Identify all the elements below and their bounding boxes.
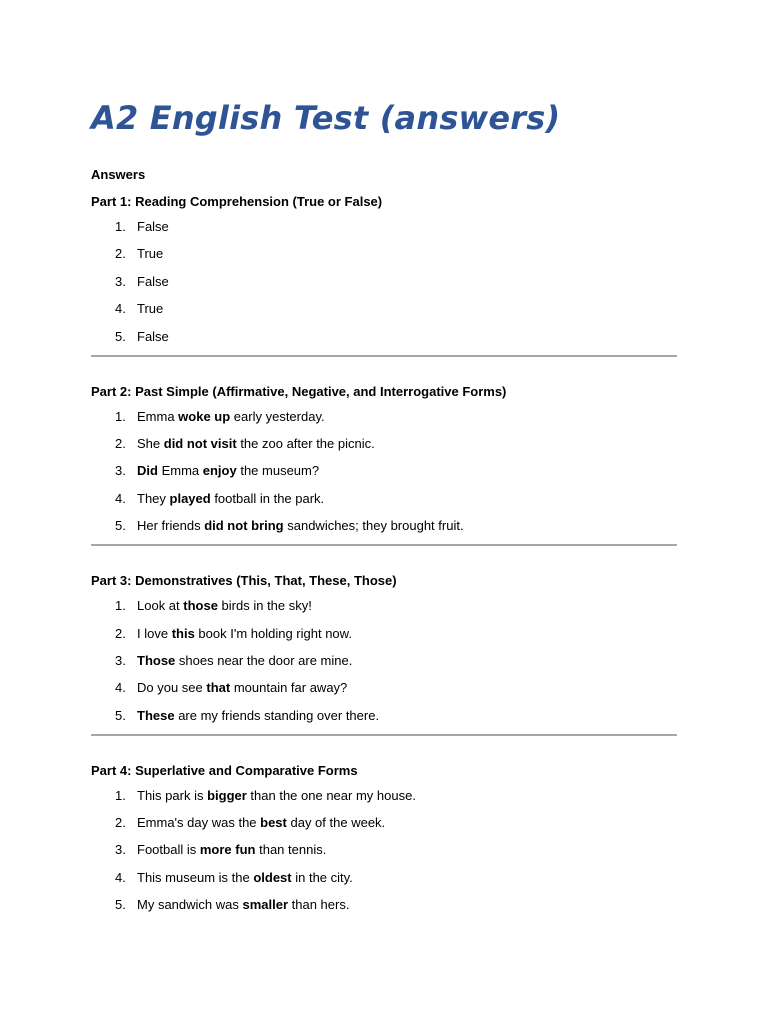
item-text — [137, 652, 352, 669]
list-item — [91, 517, 677, 534]
sentence-fragment: This museum is the — [137, 869, 254, 885]
item-number: 2. — [115, 435, 126, 451]
item-number: 3. — [115, 842, 126, 858]
section-heading: Part 2: Past Simple (Affirmative, Negative, and Interrogative Forms) — [91, 383, 507, 399]
list-item — [91, 814, 677, 831]
list-item — [91, 896, 677, 913]
sentence-fragment: I love — [137, 625, 172, 641]
sentence-fragment: Her friends — [137, 518, 205, 534]
list-item — [91, 625, 677, 642]
list-item — [91, 462, 677, 479]
item-text — [137, 679, 347, 696]
list-item — [91, 328, 677, 345]
section-heading: Part 4: Superlative and Comparative Forms — [91, 762, 358, 778]
item-text — [137, 328, 169, 345]
list-item — [91, 652, 677, 669]
item-number: 5. — [115, 897, 126, 913]
answer-list — [91, 218, 677, 345]
sentence-fragment: Emma — [157, 463, 203, 479]
sentence-fragment: football in the park. — [210, 490, 325, 506]
answer-list — [91, 408, 677, 535]
item-text — [137, 462, 319, 479]
page-title: A2 English Test (answers) — [91, 99, 561, 137]
answer-highlight: best — [260, 815, 287, 831]
answer-list — [91, 787, 677, 914]
list-item — [91, 273, 677, 290]
sentence-fragment: sandwiches; they brought fruit. — [283, 518, 464, 534]
sentence-fragment: Look at — [137, 598, 184, 614]
sentence-fragment: are my friends standing over there. — [174, 707, 380, 723]
list-item — [91, 408, 677, 425]
answers-label: Answers — [91, 167, 146, 182]
sentence-fragment: than the one near my house. — [246, 787, 416, 803]
answer-highlight: this — [171, 625, 195, 641]
sentence-fragment: mountain far away? — [230, 680, 348, 696]
sentence-fragment: day of the week. — [286, 815, 386, 831]
sentence-fragment: the zoo after the picnic. — [236, 435, 375, 451]
item-text — [137, 869, 353, 886]
item-number: 2. — [115, 815, 126, 831]
section-part-4 — [91, 762, 677, 914]
answer-sections — [91, 193, 677, 913]
section-divider — [91, 544, 677, 546]
item-text — [137, 597, 312, 614]
item-text — [137, 625, 352, 642]
sentence-fragment: Do you see — [137, 680, 207, 696]
sentence-fragment: True — [137, 246, 164, 262]
answer-highlight: oldest — [253, 869, 292, 885]
sentence-fragment: False — [137, 328, 169, 344]
list-item — [91, 679, 677, 696]
answer-highlight: bigger — [207, 787, 247, 803]
sentence-fragment: They — [137, 490, 170, 506]
sentence-fragment: My sandwich was — [137, 897, 243, 913]
sentence-fragment: than tennis. — [255, 842, 327, 858]
answer-highlight: that — [206, 680, 231, 696]
section-heading: Part 3: Demonstratives (This, That, These, Those) — [91, 573, 397, 589]
sentence-fragment: the museum? — [236, 463, 320, 479]
item-number: 1. — [115, 408, 126, 424]
item-number: 4. — [115, 490, 126, 506]
item-number: 4. — [115, 680, 126, 696]
list-item — [91, 245, 677, 262]
answer-highlight: These — [137, 707, 175, 723]
sentence-fragment: This park is — [137, 787, 208, 803]
item-text — [137, 517, 464, 534]
item-number: 5. — [115, 518, 126, 534]
list-item — [91, 218, 677, 235]
item-text — [137, 490, 324, 507]
section-part-3 — [91, 572, 677, 736]
section-heading: Part 1: Reading Comprehension (True or False) — [91, 194, 383, 209]
answer-highlight: played — [169, 490, 211, 506]
item-number: 1. — [115, 219, 126, 234]
item-number: 5. — [115, 707, 126, 723]
sentence-fragment: than hers. — [288, 897, 350, 913]
item-number: 2. — [115, 625, 126, 641]
sentence-fragment: Emma — [137, 408, 179, 424]
sentence-fragment: Emma's day was the — [137, 815, 261, 831]
sentence-fragment: False — [137, 273, 169, 289]
answer-highlight: Did — [137, 463, 158, 479]
sentence-fragment: False — [137, 219, 169, 234]
list-item — [91, 841, 677, 858]
item-text — [137, 707, 379, 724]
item-number: 4. — [115, 301, 126, 317]
list-item — [91, 490, 677, 507]
answer-highlight: Those — [137, 652, 176, 668]
item-number: 3. — [115, 463, 126, 479]
sentence-fragment: early yesterday. — [230, 408, 325, 424]
section-part-1 — [91, 193, 677, 357]
section-divider — [91, 734, 677, 736]
item-text — [137, 896, 349, 913]
section-part-2 — [91, 383, 677, 547]
item-text — [137, 435, 375, 452]
answer-highlight: did not bring — [204, 518, 284, 534]
item-text — [137, 814, 385, 831]
list-item — [91, 787, 677, 804]
item-text — [137, 408, 325, 425]
answer-highlight: more fun — [199, 842, 256, 858]
document-page — [91, 98, 677, 913]
item-number: 1. — [115, 787, 126, 803]
item-text — [137, 841, 326, 858]
answer-highlight: smaller — [242, 897, 289, 913]
item-number: 4. — [115, 869, 126, 885]
sentence-fragment: birds in the sky! — [217, 598, 312, 614]
item-number: 3. — [115, 652, 126, 668]
answer-list — [91, 597, 677, 724]
item-number: 1. — [115, 598, 126, 614]
item-text — [137, 245, 163, 262]
item-text — [137, 218, 169, 235]
answer-highlight: did not visit — [163, 435, 237, 451]
item-number: 2. — [115, 246, 126, 262]
list-item — [91, 435, 677, 452]
answer-highlight: woke up — [178, 408, 231, 424]
list-item — [91, 707, 677, 724]
sentence-fragment: Football is — [137, 842, 200, 858]
item-text — [137, 787, 416, 804]
item-text — [137, 300, 163, 317]
list-item — [91, 300, 677, 317]
item-text — [137, 273, 169, 290]
answer-highlight: those — [183, 598, 218, 614]
section-divider — [91, 355, 677, 357]
sentence-fragment: book I'm holding right now. — [194, 625, 352, 641]
answer-highlight: enjoy — [202, 463, 237, 479]
item-number: 5. — [115, 328, 126, 344]
sentence-fragment: She — [137, 435, 164, 451]
list-item — [91, 869, 677, 886]
sentence-fragment: shoes near the door are mine. — [175, 652, 353, 668]
sentence-fragment: in the city. — [291, 869, 353, 885]
list-item — [91, 597, 677, 614]
sentence-fragment: True — [137, 301, 164, 317]
item-number: 3. — [115, 273, 126, 289]
